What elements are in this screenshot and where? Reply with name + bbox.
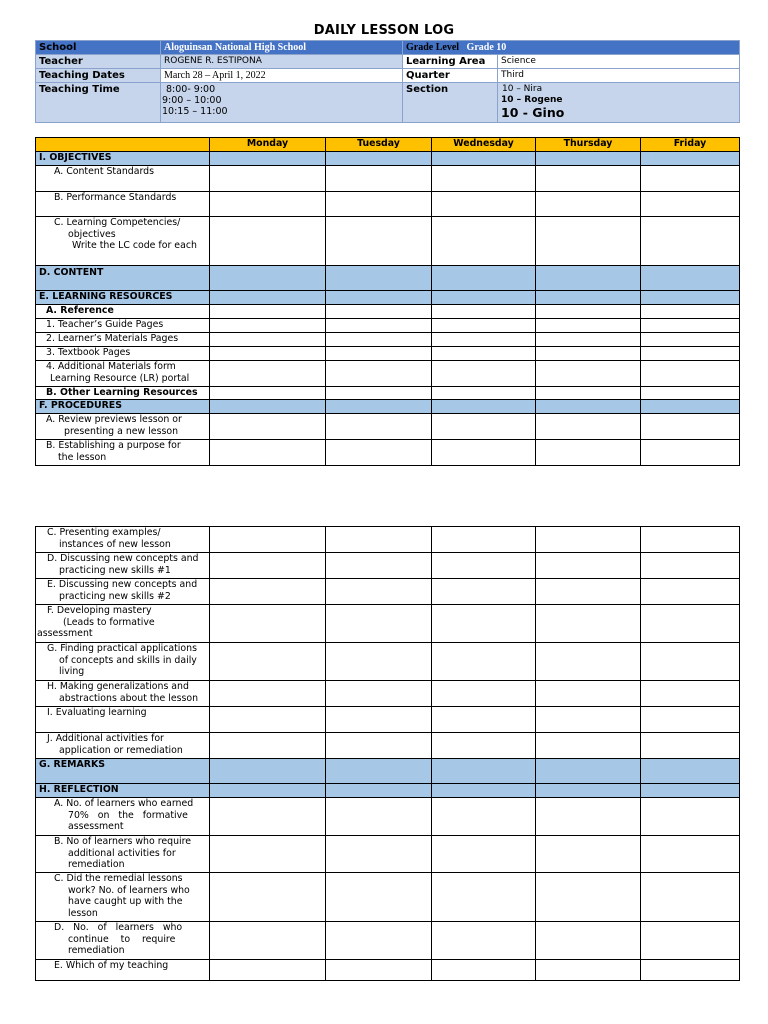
row-reflection-c [36,873,210,922]
j-line-2: application or remediation [59,744,183,756]
d-line-1: D. Discussing new concepts and [47,553,199,564]
row-developing-mastery [36,605,210,643]
time-label: Teaching Time [36,83,161,123]
section-values [498,83,740,123]
rc-line-2: work? No. of learners who [68,884,190,896]
section-reflection: H. REFLECTION [36,784,210,798]
row-textbook-pages: 3. Textbook Pages [36,347,210,361]
row-additional-materials [36,361,210,387]
d-line-2: practicing new skills #1 [59,564,171,576]
dates-value: March 28 – April 1, 2022 [161,69,403,83]
row-reflection-d [36,922,210,960]
row-learning-competencies [36,217,210,266]
row-evaluating-learning: I. Evaluating learning [36,707,210,733]
row-reflection-e [36,960,210,981]
e-line-2: practicing new skills #2 [59,590,171,602]
row-learners-materials: 2. Learner’s Materials Pages [36,333,210,347]
g-line-1: G. Finding practical applications [47,643,197,654]
quarter-value: Third [498,69,740,83]
corner-cell [36,138,210,152]
c-line-1: C. Presenting examples/ [47,527,161,538]
row-discussing-1 [36,553,210,579]
row-practical-applications [36,643,210,681]
row-reflection-b [36,836,210,873]
f-line-3: assessment [37,628,93,639]
section-2: 10 – Rogene [501,95,563,105]
review-line-1: A. Review previews lesson or [46,414,182,425]
time-3: 10:15 – 11:00 [162,106,228,117]
row-content-standards: A. Content Standards [36,166,210,192]
section-3: 10 - Gino [501,105,565,120]
school-value: Aloguinsan National High School [161,41,403,55]
row-other-resources: B. Other Learning Resources [36,387,210,400]
rc-line-4: lesson [68,907,98,919]
section-remarks: G. REMARKS [36,759,210,784]
quarter-label: Quarter [403,69,498,83]
h-line-2: abstractions about the lesson [59,692,199,704]
lesson-info-table [35,40,740,123]
row-reflection-a [36,798,210,836]
page-title: DAILY LESSON LOG [313,23,455,38]
h-line-1: H. Making generalizations and [47,681,189,692]
rd-line-2: continue to require [68,933,176,945]
ra-line-1: A. No. of learners who earned [54,798,194,809]
rd-line-3: remediation [68,945,125,956]
day-tuesday: Tuesday [326,138,432,152]
day-monday: Monday [210,138,326,152]
f-line-2: (Leads to formative [63,616,155,628]
row-review-lesson [36,414,210,440]
competencies-line-3: Write the LC code for each [72,240,197,251]
day-wednesday: Wednesday [432,138,536,152]
additional-line-2: Learning Resource (LR) portal [50,372,190,384]
area-value: Science [498,55,740,69]
school-label: School [36,41,161,55]
f-line-1: F. Developing mastery [47,605,152,616]
ra-line-3: assessment [68,821,124,832]
section-objectives: I. OBJECTIVES [36,152,210,166]
g-line-2: of concepts and skills in daily [59,654,197,666]
time-values [161,83,403,123]
grade-value: Grade 10 [466,42,507,53]
section-label: Section [403,83,498,123]
section-learning-resources: E. LEARNING RESOURCES [36,291,210,305]
rb-line-3: remediation [68,859,125,870]
row-generalizations [36,681,210,707]
rd-line-1: D. No. of learners who [54,922,183,933]
lesson-grid-page-2 [35,526,740,981]
j-line-1: J. Additional activities for [47,733,164,744]
grade-cell [403,41,740,55]
row-additional-activities [36,733,210,759]
competencies-line-1: C. Learning Competencies/ [54,217,181,228]
purpose-line-1: B. Establishing a purpose for [46,440,181,451]
additional-line-1: 4. Additional Materials form [46,361,176,372]
section-procedures: F. PROCEDURES [36,400,210,414]
row-presenting-examples [36,527,210,553]
c-line-2: instances of new lesson [59,538,171,550]
rb-line-2: additional activities for [68,847,176,859]
row-teachers-guide: 1. Teacher’s Guide Pages [36,319,210,333]
competencies-line-2: objectives [68,228,116,240]
section-1: 10 – Nira [502,84,543,94]
row-performance-standards: B. Performance Standards [36,192,210,217]
review-line-2: presenting a new lesson [64,425,179,437]
e-line-1: E. Discussing new concepts and [47,579,198,590]
rb-line-1: B. No of learners who require [54,836,192,847]
area-label: Learning Area [403,55,498,69]
ra-line-2: 70% on the formative [68,809,188,821]
rc-line-1: C. Did the remedial lessons [54,873,183,884]
row-reference: A. Reference [36,305,210,319]
g-line-3: living [59,666,85,677]
day-friday: Friday [641,138,740,152]
section-content: D. CONTENT [36,266,210,291]
grade-label: Grade Level [406,42,460,53]
time-2: 9:00 – 10:00 [162,95,222,106]
row-discussing-2 [36,579,210,605]
teacher-label: Teacher [36,55,161,69]
lesson-grid-page-1 [35,137,740,466]
re-line-1: E. Which of my teaching [54,960,169,971]
time-1: 8:00- 9:00 [166,84,216,95]
rc-line-3: have caught up with the [68,896,183,907]
purpose-line-2: the lesson [58,451,107,463]
teacher-value: ROGENE R. ESTIPONA [161,55,403,69]
row-establishing-purpose [36,440,210,466]
dates-label: Teaching Dates [36,69,161,83]
day-thursday: Thursday [536,138,641,152]
